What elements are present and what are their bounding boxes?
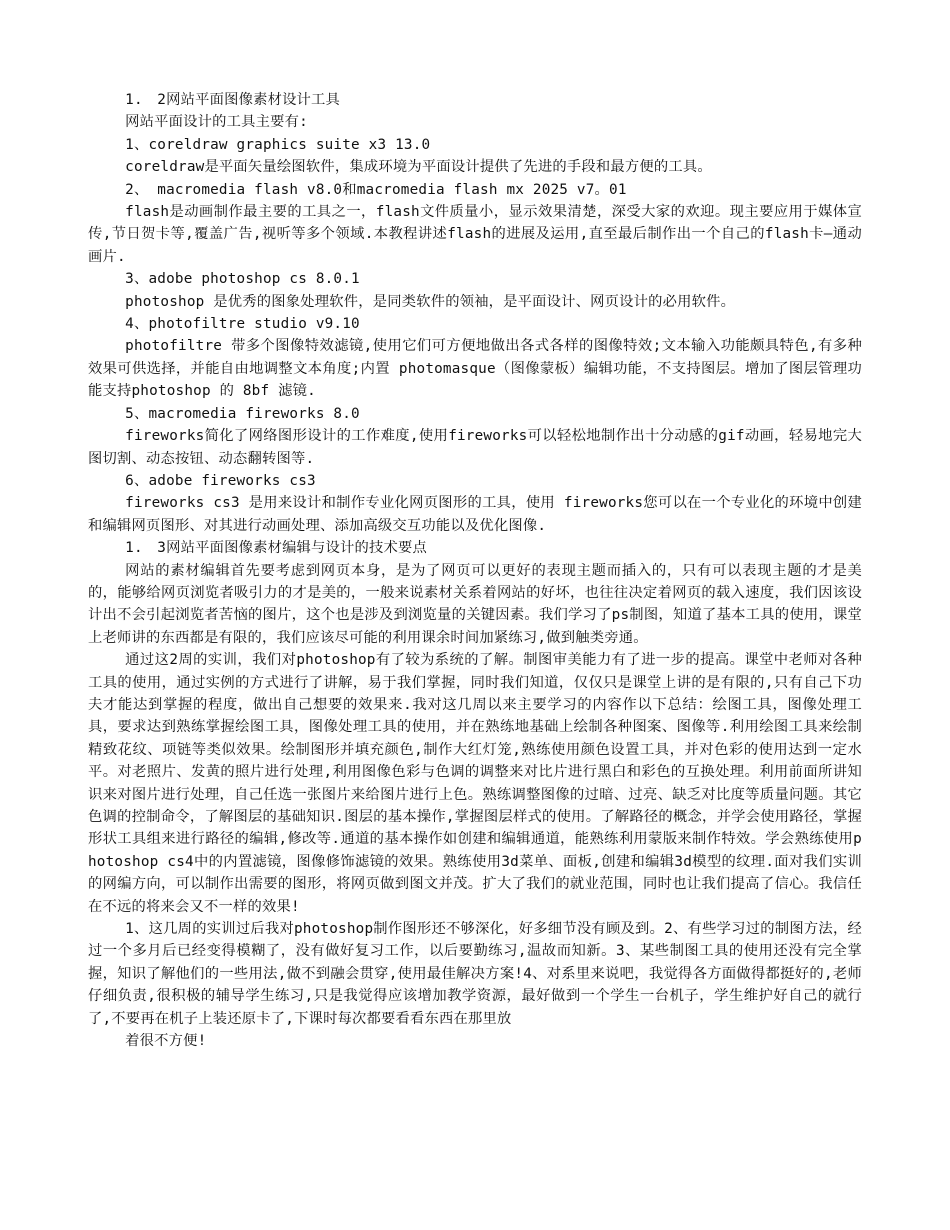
- tool-1-title: 1、coreldraw graphics suite x3 13.0: [125, 136, 431, 153]
- tool-5-desc: fireworks简化了网络图形设计的工作难度,使用fireworks可以轻松地制作出十分动感的gif动画，轻易地完大图切割、动态按钮、动态翻转图等.: [88, 428, 862, 467]
- training-summary-paragraph: 通过这2周的实训，我们对photoshop有了较为系统的了解。制图审美能力有了进一步的提高。课堂中老师对各种工具的使用，通过实例的方式进行了讲解，易于我们掌握，同时我们知道，仅仅只是课堂上讲的是有限的,只有自己下功夫才能达到掌握的程度，做出自己想要的效果来.我对这几周以来主要学习的内容作以下总结：绘图工具，图像处理工具，要求达到熟练掌握绘图工具，图像处理工具的使用，并在熟练地基础上绘制各种图案、图像等.利用绘图工具来绘制精致花纹、项链等类似效果。绘制图形并填充颜色,制作大红灯笼,熟练使用颜色设置工具，并对色彩的使用达到一定水平。对老照片、发黄的照片进行处理,利用图像色彩与色调的调整来对比片进行黑白和彩色的互换处理。利用前面所讲知识来对图片进行处理，自己任选一张图片来给图片进行上色。熟练调整图像的过暗、过亮、缺乏对比度等质量问题。其它色调的控制命令，了解图层的基础知识.图层的基本操作,掌握图层样式的使用。了解路径的概念，并学会使用路径，掌握形状工具组来进行路径的编辑,修改等.通道的基本操作如创建和编辑通道，能熟练利用蒙版来制作特效。学会熟练使用photoshop cs4中的内置滤镜，图像修饰滤镜的效果。熟练使用3d菜单、面板,创建和编辑3d模型的纹理.面对我们实训的网编方向，可以制作出需要的图形，将网页做到图文并茂。扩大了我们的就业范围，同时也让我们提高了信心。我信任在不远的将来会又不一样的效果!: [88, 652, 862, 915]
- tool-2-title: 2、 macromedia flash v8.0和macromedia flash mx 2025 v7。01: [125, 181, 627, 198]
- tool-6-title: 6、adobe fireworks cs3: [125, 472, 316, 489]
- section-heading-1-2: 1. 2网站平面图像素材设计工具: [125, 92, 341, 108]
- document-page: [88, 89, 862, 1052]
- tool-5-title: 5、macromedia fireworks 8.0: [125, 405, 360, 422]
- tool-4-desc: photofiltre 带多个图像特效滤镜,使用它们可方便地做出各式各样的图像特效;文本输入功能颇具特色,有多种效果可供选择，并能自由地调整文本角度;内置 photomasque（图像蒙板）编辑功能，不支持图层。增加了图层管理功能支持photoshop 的 8bf 滤镜.: [88, 338, 862, 400]
- technical-points-paragraph: 网站的素材编辑首先要考虑到网页本身，是为了网页可以更好的表现主题而插入的，只有可以表现主题的才是美的，能够给网页浏览者吸引力的才是美的，一般来说素材关系着网站的好坏，也往往决定着网页的载入速度，我们因该设计出不会引起浏览者苦恼的图片，这个也是涉及到浏览量的关键因素。我们学习了ps制图，知道了基本工具的使用，课堂上老师讲的东西都是有限的，我们应该尽可能的利用课余时间加紧练习,做到触类旁通。: [88, 562, 862, 646]
- closing-line: 着很不方便!: [125, 1033, 207, 1050]
- tool-3-desc: photoshop 是优秀的图象处理软件，是同类软件的领袖，是平面设计、网页设计的必用软件。: [125, 293, 736, 310]
- tool-6-desc: fireworks cs3 是用来设计和制作专业化网页图形的工具，使用 fireworks您可以在一个专业化的环境中创建和编辑网页图形、对其进行动画处理、添加高级交互功能以及优化图像.: [88, 495, 862, 534]
- tool-2-desc: flash是动画制作最主要的工具之一，flash文件质量小，显示效果清楚，深受大家的欢迎。现主要应用于媒体宣传,节日贺卡等,覆盖广告,视听等多个领域.本教程讲述flash的进展及运用,直至最后制作出一个自己的flash卡—通动画片.: [88, 204, 862, 265]
- reflection-paragraph: 1、这几周的实训过后我对photoshop制作图形还不够深化，好多细节没有顾及到。2、有些学习过的制图方法，经过一个多月后已经变得模糊了，没有做好复习工作，以后要勤练习,温故而知新。3、某些制图工具的使用还没有完全掌握，知识了解他们的一些用法,做不到融会贯穿,使用最佳解决方案!4、对系里来说吧，我觉得各方面做得都挺好的,老师仔细负责,很积极的辅导学生练习,只是我觉得应该增加教学资源，最好做到一个学生一台机子，学生维护好自己的就行了,不要再在机子上装还原卡了,下课时每次都要看看东西在那里放: [88, 921, 862, 1027]
- tool-1-desc: coreldraw是平面矢量绘图软件，集成环境为平面设计提供了先进的手段和最方便的工具。: [125, 159, 712, 176]
- tools-intro: 网站平面设计的工具主要有:: [125, 114, 308, 131]
- tool-4-title: 4、photofiltre studio v9.10: [125, 316, 360, 333]
- section-heading-1-3: 1. 3网站平面图像素材编辑与设计的技术要点: [125, 540, 428, 557]
- tool-3-title: 3、adobe photoshop cs 8.0.1: [125, 271, 360, 288]
